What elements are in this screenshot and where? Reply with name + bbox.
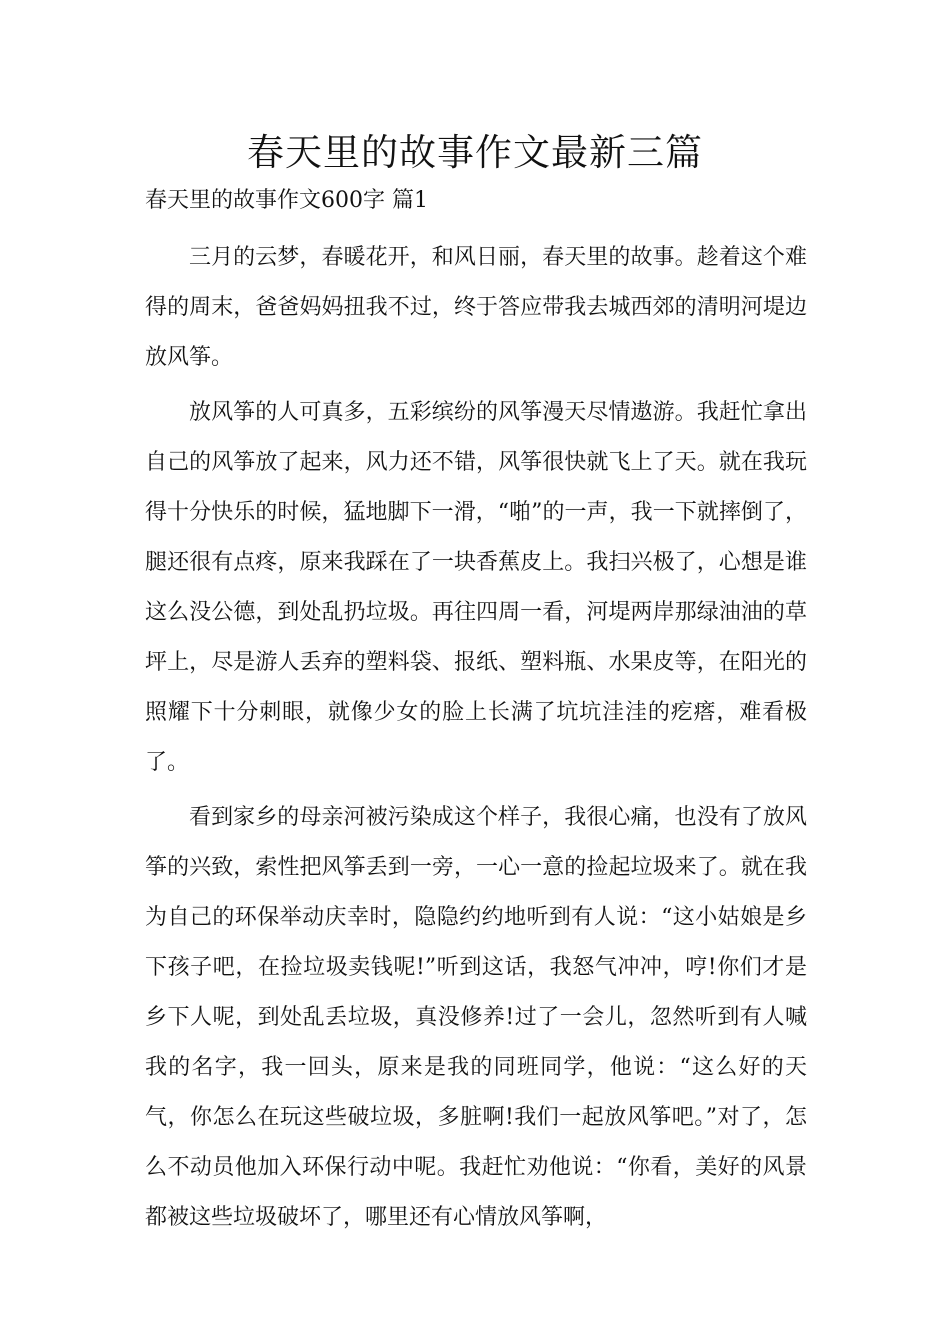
paragraph-3: 看到家乡的母亲河被污染成这个样子，我很心痛，也没有了放风筝的兴致，索性把风筝丢到一旁，一心一意的捡起垃圾来了。就在我为自己的环保举动庆幸时，隐隐约约地听到有人说：“这小姑娘是乡下孩子吧，在捡垃圾卖钱呢!”听到这话，我怒气冲冲，哼!你们才是乡下人呢，到处乱丢垃圾，真没修养!过了一会儿，忽然听到有人喊我的名字，我一回头，原来是我的同班同学，他说：“这么好的天气，你怎么在玩这些破垃圾，多脏啊!我们一起放风筝吧。”对了，怎么不动员他加入环保行动中呢。我赶忙劝他说：“你看，美好的风景都被这些垃圾破坏了，哪里还有心情放风筝啊， <box>145 805 807 1230</box>
article-body <box>145 233 807 1243</box>
paragraph-2: 放风筝的人可真多，五彩缤纷的风筝漫天尽情遨游。我赶忙拿出自己的风筝放了起来，风力还不错，风筝很快就飞上了天。就在我玩得十分快乐的时候，猛地脚下一滑，“啪”的一声，我一下就摔倒了，腿还很有点疼，原来我踩在了一块香蕉皮上。我扫兴极了，心想是谁这么没公德，到处乱扔垃圾。再往四周一看，河堤两岸那绿油油的草坪上，尽是游人丢弃的塑料袋、报纸、塑料瓶、水果皮等，在阳光的照耀下十分刺眼，就像少女的脸上长满了坑坑洼洼的疙瘩，难看极了。 <box>145 400 807 775</box>
paragraph-1: 三月的云梦，春暖花开，和风日丽，春天里的故事。趁着这个难得的周末，爸爸妈妈扭我不过，终于答应带我去城西郊的清明河堤边放风筝。 <box>145 245 807 370</box>
document-title: 春天里的故事作文最新三篇 <box>247 131 703 174</box>
section-subtitle: 春天里的故事作文600字 篇1 <box>145 188 428 213</box>
